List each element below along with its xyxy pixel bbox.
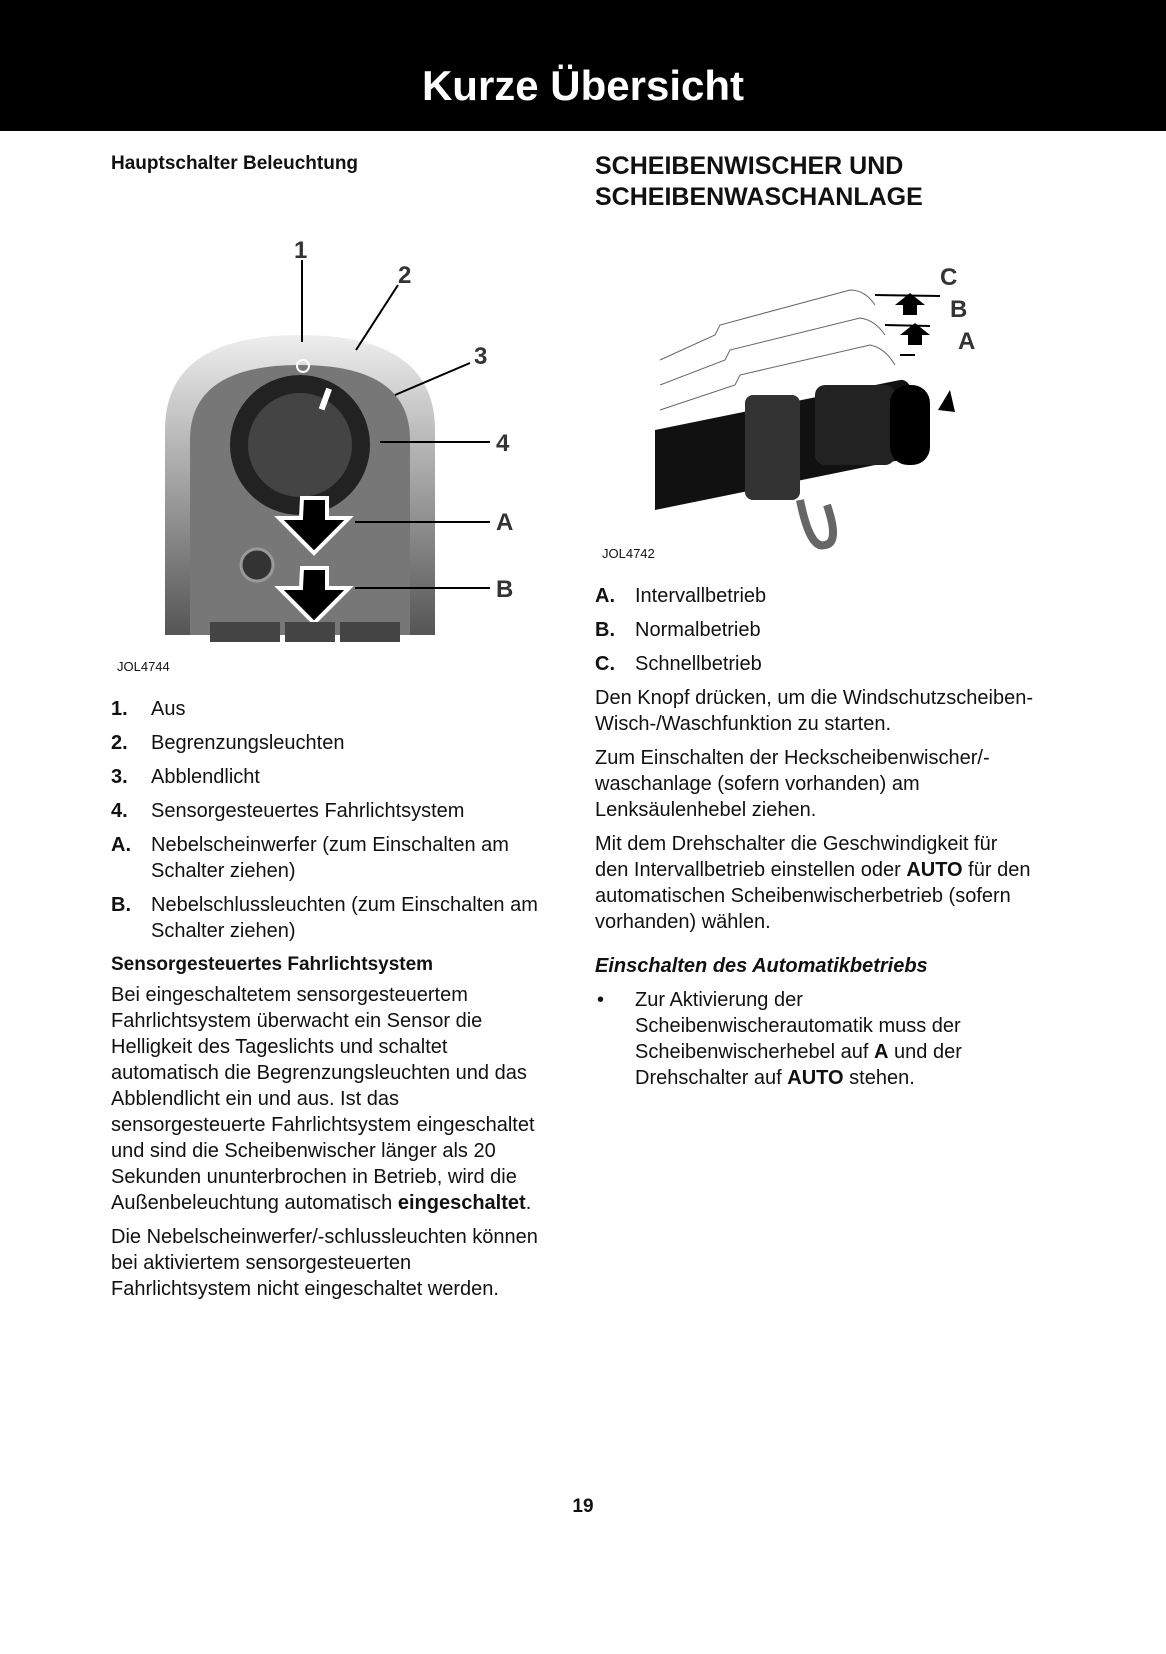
callout-c: C [940,264,958,291]
callout-4: 4 [496,430,510,457]
paragraph: Zum Einschalten der Heckscheibenwischer/-waschanlage (sofern vorhanden) am Lenksäulenhebel ziehen. [595,747,990,821]
item-key: 3. [111,766,128,788]
item-key: B. [595,619,615,641]
page-number: 19 [572,1496,594,1517]
callout-3: 3 [474,343,488,370]
bullet-item [595,987,1035,1091]
left-body [111,696,551,1310]
item-text: Nebelschlussleuchten (zum Einschalten am Schalter ziehen) [151,894,538,942]
item-text: Aus [151,698,186,720]
callout-2: 2 [398,262,412,289]
text: . [525,1192,532,1214]
bullet-icon: • [597,989,605,1011]
list-item [111,832,551,884]
list-item [111,798,551,824]
subheading: Einschalten des Automatikbetriebs [595,955,928,977]
figure-caption: JOL4742 [602,546,655,561]
item-text: Normalbetrieb [635,619,761,641]
wiper-stalk-illustration [650,260,1010,560]
paragraph [595,831,1035,935]
list-item [595,617,1035,643]
bullet-text [635,987,1035,1091]
header-bar [0,0,1166,131]
item-text: Begrenzungsleuchten [151,732,345,754]
list-item [111,764,551,790]
text: Mit dem Drehschalter die Geschwindigkeit für den Intervallbetrieb einstellen oder [595,833,998,881]
bold-text: A [874,1041,889,1063]
item-key: B. [111,894,131,916]
item-key: 1. [111,698,128,720]
callout-b: B [496,576,514,603]
page-title: Kurze Übersicht [421,62,745,109]
list-item [111,730,551,756]
callout-1: 1 [294,237,308,264]
subheading: Sensorgesteuertes Fahrlichtsystem [111,954,434,975]
item-key: 4. [111,800,128,822]
paragraph: Die Nebelscheinwerfer/-schlussleuchten können bei aktiviertem sensorgesteuerten Fahrlichtsystem nicht eingeschaltet werden. [111,1226,538,1300]
callout-a: A [496,509,514,536]
right-column [595,151,1015,213]
item-text: Intervallbetrieb [635,585,767,607]
light-switch-illustration [150,230,550,650]
text: für den automatischen Scheibenwischerbetrieb (sofern vorhanden) wählen. [595,859,1031,933]
text: stehen. [843,1067,915,1089]
list-item [111,696,551,722]
item-text: Abblendlicht [151,766,260,788]
left-column [111,151,551,177]
item-key: A. [111,834,131,856]
item-key: C. [595,653,615,675]
figure-caption: JOL4744 [117,659,170,674]
list-item [595,583,1035,609]
list-item [111,892,551,944]
list-item [595,651,1035,677]
callout-b: B [950,296,968,323]
bold-text: eingeschaltet [397,1192,526,1214]
item-text: Sensorgesteuertes Fahrlichtsystem [151,800,465,822]
section-heading: Hauptschalter Beleuchtung [111,153,359,174]
callout-a: A [958,328,976,355]
bold-text: AUTO [787,1067,844,1089]
text: und der Drehschalter auf [635,1041,962,1089]
section-heading: SCHEIBENWISCHER UND SCHEIBENWASCHANLAGE [595,152,923,211]
bold-text: AUTO [906,859,963,881]
item-key: A. [595,585,615,607]
item-text: Nebelscheinwerfer (zum Einschalten am Schalter ziehen) [151,834,509,882]
right-body [595,583,1035,1099]
item-key: 2. [111,732,128,754]
text: Bei eingeschaltetem sensorgesteuertem Fahrlichtsystem überwacht ein Sensor die Helligkeit des Tageslichts und schaltet automatisch die Begrenzungsleuchten und das Abblendlicht ein und aus. Ist das sensorgesteuerte Fahrlichtsystem eingeschaltet und sind die Scheibenwischer länger als 20 Sekunden ununterbrochen in Betrieb, wird die Außenbeleuchtung automatisch [111,984,535,1214]
text: Zur Aktivierung der Scheibenwischerautomatik muss der Scheibenwischerhebel auf [635,989,961,1063]
paragraph: Den Knopf drücken, um die Windschutzscheiben-Wisch-/Waschfunktion zu starten. [595,687,1034,735]
paragraph [111,982,551,1216]
item-text: Schnellbetrieb [635,653,762,675]
